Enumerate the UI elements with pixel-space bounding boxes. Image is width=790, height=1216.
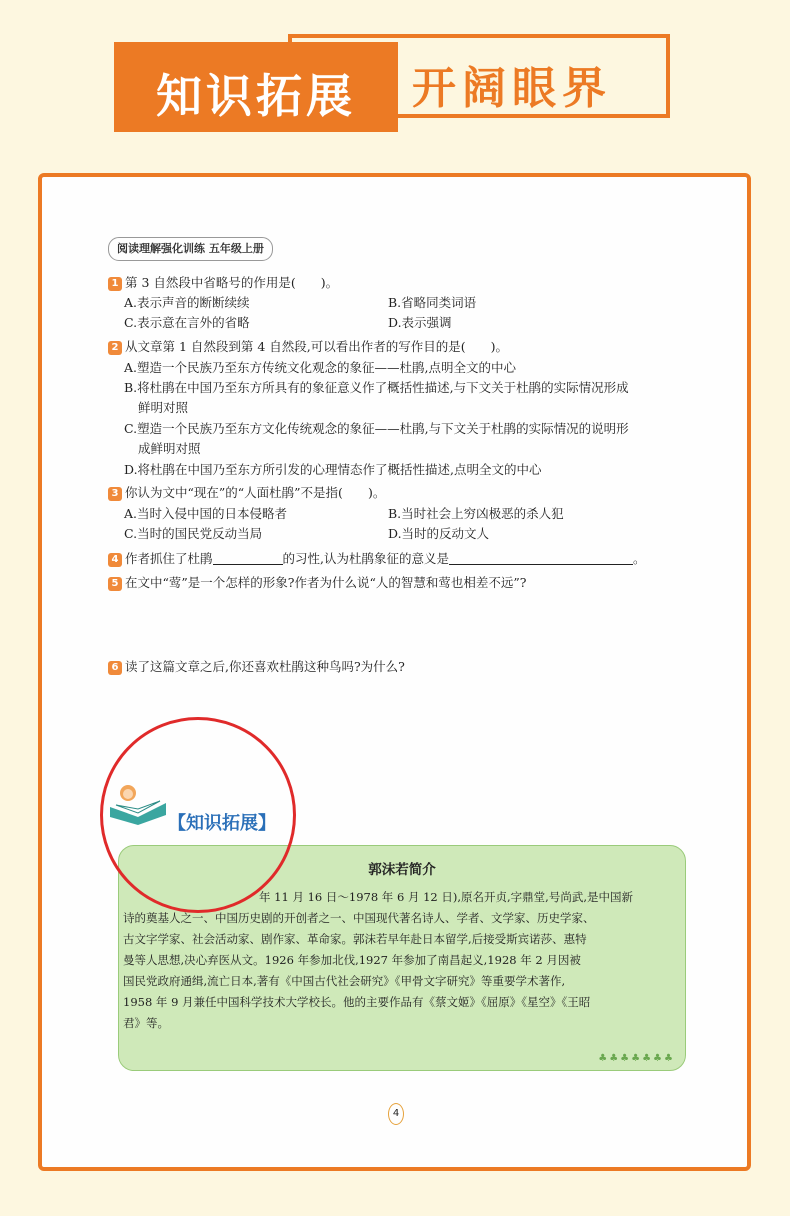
- option-continued: 鲜明对照: [138, 400, 189, 415]
- question-1: [108, 273, 338, 293]
- question-text: 从文章第 1 自然段到第 4 自然段,可以看出作者的写作目的是( )。: [125, 339, 509, 354]
- bio-line: 年 11 月 16 日～1978 年 6 月 12 日),原名开贞,字鼎堂,号尚武,是中国新: [259, 890, 633, 904]
- question-3: [108, 483, 385, 503]
- bio-line: 曼等人思想,决心弃医从文。1926 年参加北伐,1927 年参加了南昌起义,1928 年 2 月因被: [123, 953, 581, 967]
- question-4: [108, 549, 646, 569]
- knowledge-title: 【知识拓展】: [168, 813, 276, 834]
- banner-left: [114, 42, 398, 132]
- question-6: [108, 657, 405, 677]
- answer-blank[interactable]: [213, 550, 283, 565]
- question-number: 4: [108, 553, 122, 567]
- option: B.省略同类词语: [388, 295, 477, 310]
- question-text-a: 作者抓住了杜鹃: [125, 551, 213, 566]
- question-number: 5: [108, 577, 122, 591]
- question-text-c: 。: [633, 551, 646, 566]
- question-number: 1: [108, 277, 122, 291]
- bio-line: 古文字学家、社会活动家、剧作家、革命家。郭沫若早年赴日本留学,后接受斯宾诺莎、惠特: [123, 932, 587, 946]
- page-number: 4: [388, 1103, 404, 1125]
- question-text: 在文中“莺”是一个怎样的形象?作者为什么说“人的智慧和莺也相差不远”?: [125, 575, 527, 590]
- option: A.表示声音的断断续续: [124, 295, 250, 310]
- question-text: 读了这篇文章之后,你还喜欢杜鹃这种鸟吗?为什么?: [125, 659, 405, 674]
- bio-line: 君》等。: [123, 1016, 169, 1030]
- answer-blank[interactable]: [449, 550, 633, 565]
- red-highlight-circle: [100, 717, 296, 913]
- bio-line: 国民党政府通缉,流亡日本,著有《中国古代社会研究》《甲骨文字研究》等重要学术著作,: [123, 974, 566, 988]
- question-5: [108, 573, 526, 593]
- option: D.将杜鹃在中国乃至东方所引发的心理情态作了概括性描述,点明全文的中心: [124, 462, 542, 477]
- page-header: 阅读理解强化训练 五年级上册: [108, 237, 273, 261]
- option: A.塑造一个民族乃至东方传统文化观念的象征——杜鹃,点明全文的中心: [124, 360, 516, 375]
- sprout-decoration-icon: ♣♣♣♣♣♣♣: [598, 1053, 675, 1064]
- bio-title: 郭沫若简介: [368, 862, 436, 878]
- question-text-b: 的习性,认为杜鹃象征的意义是: [282, 551, 449, 566]
- banner-right-text: 开阔眼界: [412, 63, 612, 114]
- page-frame: [38, 173, 751, 1171]
- question-2: [108, 337, 508, 357]
- option-continued: 成鲜明对照: [138, 441, 201, 456]
- option: B.当时社会上穷凶极恶的杀人犯: [388, 506, 564, 521]
- option: D.表示强调: [388, 315, 452, 330]
- option: B.将杜鹃在中国乃至东方所具有的象征意义作了概括性描述,与下文关于杜鹃的实际情况形成: [124, 380, 629, 395]
- question-number: 6: [108, 661, 122, 675]
- question-text: 你认为文中“现在”的“人面杜鹃”不是指( )。: [125, 485, 386, 500]
- option: A.当时入侵中国的日本侵略者: [124, 506, 288, 521]
- bio-line: 诗的奠基人之一、中国历史剧的开创者之一、中国现代著名诗人、学者、文学家、历史学家、: [123, 911, 595, 925]
- option: C.当时的国民党反动当局: [124, 526, 263, 541]
- banner-left-text: 知识拓展: [156, 69, 356, 123]
- option: C.表示意在言外的省略: [124, 315, 250, 330]
- question-number: 3: [108, 487, 122, 501]
- option: C.塑造一个民族乃至东方文化传统观念的象征——杜鹃,与下文关于杜鹃的实际情况的说明形: [124, 421, 629, 436]
- option: D.当时的反动文人: [388, 526, 490, 541]
- bio-line: 1958 年 9 月兼任中国科学技术大学校长。他的主要作品有《蔡文姬》《屈原》《星空》《王昭: [123, 995, 591, 1009]
- question-text: 第 3 自然段中省略号的作用是( )。: [125, 275, 339, 290]
- question-number: 2: [108, 341, 122, 355]
